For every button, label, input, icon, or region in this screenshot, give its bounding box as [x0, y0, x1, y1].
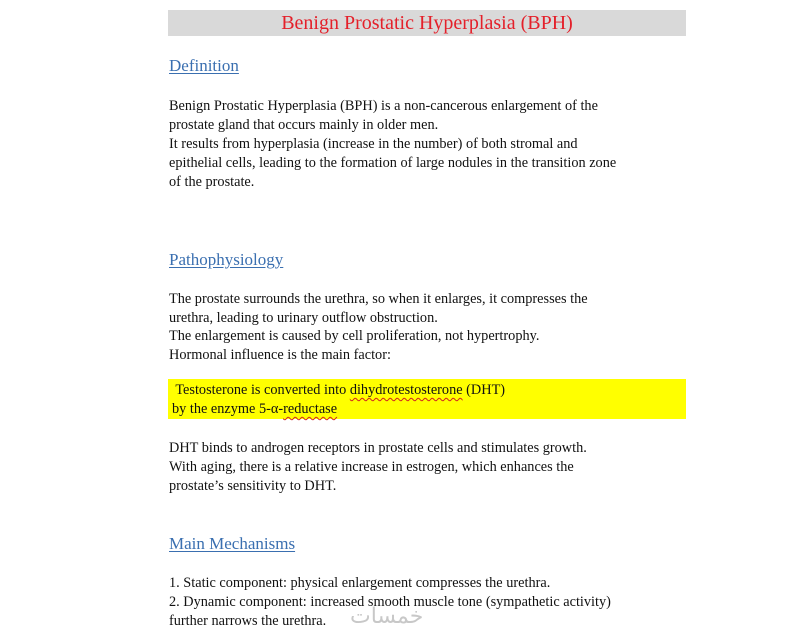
- pathophysiology-paragraph-2: The enlargement is caused by cell proliferation, not hypertrophy. Hormonal influence is the main factor:: [169, 328, 540, 363]
- mechanism-item-1: 1. Static component: physical enlargement compresses the urethra.: [169, 575, 551, 591]
- pathophysiology-paragraph-3: DHT binds to androgen receptors in prostate cells and stimulates growth. With aging, there is a relative increase in estrogen, which enhances the prostate’s sensitivity to DHT.: [169, 440, 587, 494]
- watermark: خمسات: [350, 604, 424, 629]
- spellcheck-term-dht: dihydrotestosterone: [349, 382, 463, 398]
- spellcheck-term-reductase: reductase: [283, 401, 338, 417]
- mechanisms-heading: Main Mechanisms: [169, 534, 296, 553]
- definition-paragraph-1: Benign Prostatic Hyperplasia (BPH) is a non-cancerous enlargement of the prostate gland that occurs mainly in older men.: [169, 98, 598, 133]
- document-title: Benign Prostatic Hyperplasia (BPH): [168, 10, 686, 36]
- definition-heading: Definition: [169, 56, 239, 75]
- definition-paragraph-2: It results from hyperplasia (increase in the number) of both stromal and epithelial cells, leading to the formation of large nodules in the transition zone of the prostate.: [169, 136, 617, 190]
- pathophysiology-heading: Pathophysiology: [169, 250, 284, 269]
- pathophysiology-paragraph-1: The prostate surrounds the urethra, so when it enlarges, it compresses the urethra, leading to urinary outflow obstruction.: [169, 291, 588, 326]
- highlighted-text: Testosterone is converted into dihydrotestosterone (DHT) by the enzyme 5-α-reductase: [172, 382, 506, 417]
- mechanism-item-2: 2. Dynamic component: increased smooth muscle tone (sympathetic activity) further narrows the urethra.: [169, 594, 611, 629]
